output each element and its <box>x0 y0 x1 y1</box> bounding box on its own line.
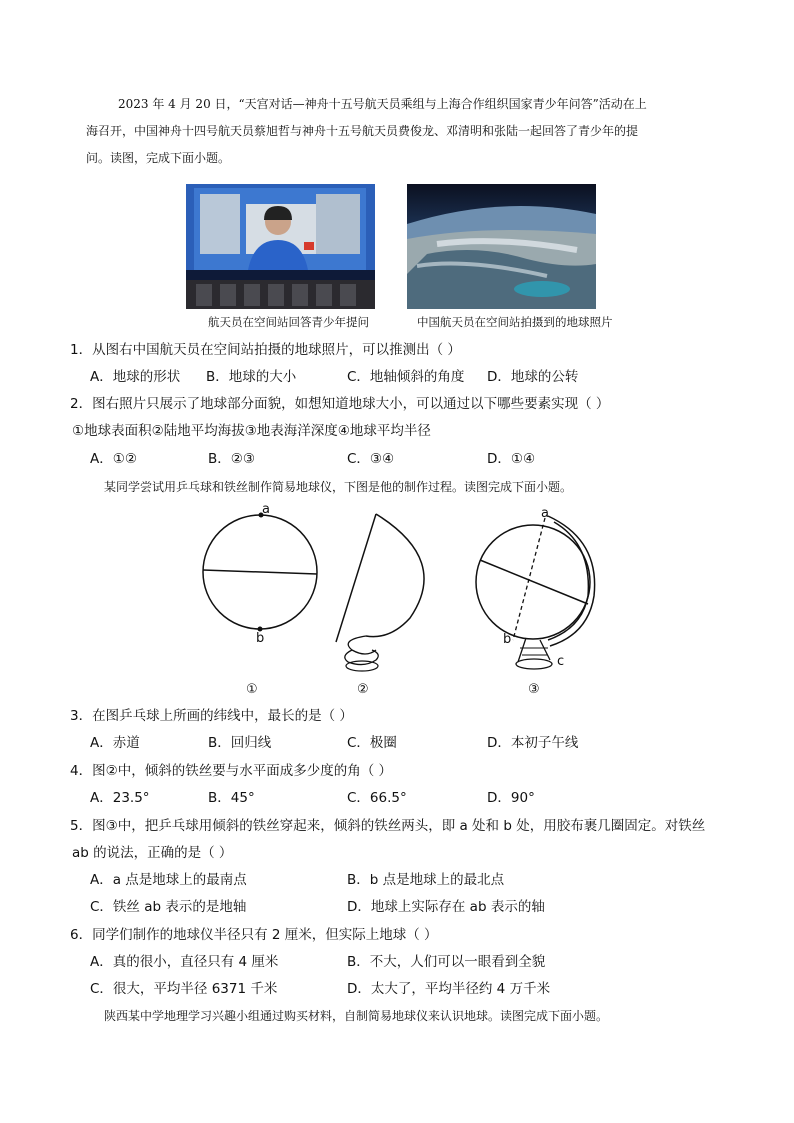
q3-option-d: D．本初子午线 <box>487 735 579 751</box>
intro-line-3: 问。读图，完成下面小题。 <box>86 151 231 165</box>
earth-photo <box>407 184 596 309</box>
q1-option-b: B．地球的大小 <box>206 369 297 385</box>
globe-making-figure <box>190 500 610 700</box>
q5-stem-line-2: ab 的说法，正确的是（ ） <box>72 845 233 861</box>
q6-option-b: B．不大，人们可以一眼看到全貌 <box>347 954 546 970</box>
globe-stand-base <box>516 659 552 669</box>
q6-option-c: C．很大，平均半径 6371 千米 <box>90 981 278 997</box>
q5-option-c: C．铁丝 ab 表示的是地轴 <box>90 899 247 915</box>
globe-equator-line <box>480 560 588 604</box>
intro-2: 某同学尝试用乒乓球和铁丝制作简易地球仪，下图是他的制作过程。读图完成下面小题。 <box>104 480 573 494</box>
q3-stem: 3．在图乒乓球上所画的纬线中，最长的是（ ） <box>70 708 353 724</box>
figure-number-3: ③ <box>528 682 540 697</box>
q1-option-a: A．地球的形状 <box>90 369 181 385</box>
q3-option-b: B．回归线 <box>208 735 272 751</box>
q4-option-a: A．23.5° <box>90 790 150 806</box>
q3-option-c: C．极圈 <box>347 735 397 751</box>
intro-line-2: 海召开，中国神舟十四号航天员蔡旭哲与神舟十五号航天员费俊龙、邓清明和张陆一起回答了青少年的提 <box>86 124 639 138</box>
label-b-fig1: b <box>256 631 265 646</box>
label-c-fig3: c <box>557 654 565 669</box>
q6-option-a: A．真的很小，直径只有 4 厘米 <box>90 954 279 970</box>
q4-option-b: B．45° <box>208 790 255 806</box>
q1-stem: 1．从图右中国航天员在空间站拍摄的地球照片，可以推测出（ ） <box>70 342 461 358</box>
right-photo-caption: 中国航天员在空间站拍摄到的地球照片 <box>417 315 613 329</box>
axis-ab-line <box>513 518 545 640</box>
q2-sub-items: ①地球表面积②陆地平均海拔③地表海洋深度④地球平均半径 <box>72 423 431 439</box>
q6-stem: 6．同学们制作的地球仪半径只有 2 厘米，但实际上地球（ ） <box>70 927 438 943</box>
astronaut-photo <box>186 184 375 309</box>
q5-stem-line-1: 5．图③中，把乒乓球用倾斜的铁丝穿起来，倾斜的铁丝两头，即 a 处和 b 处，用胶布裹几圈固定。对铁丝 <box>70 818 706 834</box>
intro-3: 陕西某中学地理学习兴趣小组通过购买材料，自制简易地球仪来认识地球。读图完成下面小题。 <box>104 1009 609 1023</box>
q2-option-d: D．①④ <box>487 451 536 467</box>
q5-option-d: D．地球上实际存在 ab 表示的轴 <box>347 899 545 915</box>
label-a-fig1: a <box>262 502 270 517</box>
intro-line-1: 2023 年 4 月 20 日，“天宫对话—神舟十五号航天员乘组与上海合作组织国家青少年问答”活动在上 <box>118 97 647 111</box>
label-b-fig3: b <box>503 632 512 647</box>
q5-option-b: B．b 点是地球上的最北点 <box>347 872 505 888</box>
globe-meridian-ring <box>548 522 588 640</box>
q2-option-c: C．③④ <box>347 451 395 467</box>
q1-option-d: D．地球的公转 <box>487 369 579 385</box>
q4-option-d: D．90° <box>487 790 535 806</box>
half-ring-wire <box>366 514 424 637</box>
figure-number-1: ① <box>246 682 258 697</box>
left-photo-caption: 航天员在空间站回答青少年提问 <box>208 315 369 329</box>
tilted-wire <box>336 514 376 642</box>
q3-option-a: A．赤道 <box>90 735 140 751</box>
q6-option-d: D．太大了，平均半径约 4 万千米 <box>347 981 551 997</box>
equator-line <box>203 570 317 574</box>
q2-option-a: A．①② <box>90 451 137 467</box>
q4-option-c: C．66.5° <box>347 790 407 806</box>
q2-option-b: B．②③ <box>208 451 255 467</box>
q2-stem: 2．图右照片只展示了地球部分面貌，如想知道地球大小，可以通过以下哪些要素实现（ ） <box>70 396 610 412</box>
figure-number-2: ② <box>357 682 369 697</box>
q5-option-a: A．a 点是地球上的最南点 <box>90 872 247 888</box>
q1-option-c: C．地轴倾斜的角度 <box>347 369 465 385</box>
label-a-fig3: a <box>541 506 549 521</box>
q4-stem: 4．图②中，倾斜的铁丝要与水平面成多少度的角（ ） <box>70 763 392 779</box>
